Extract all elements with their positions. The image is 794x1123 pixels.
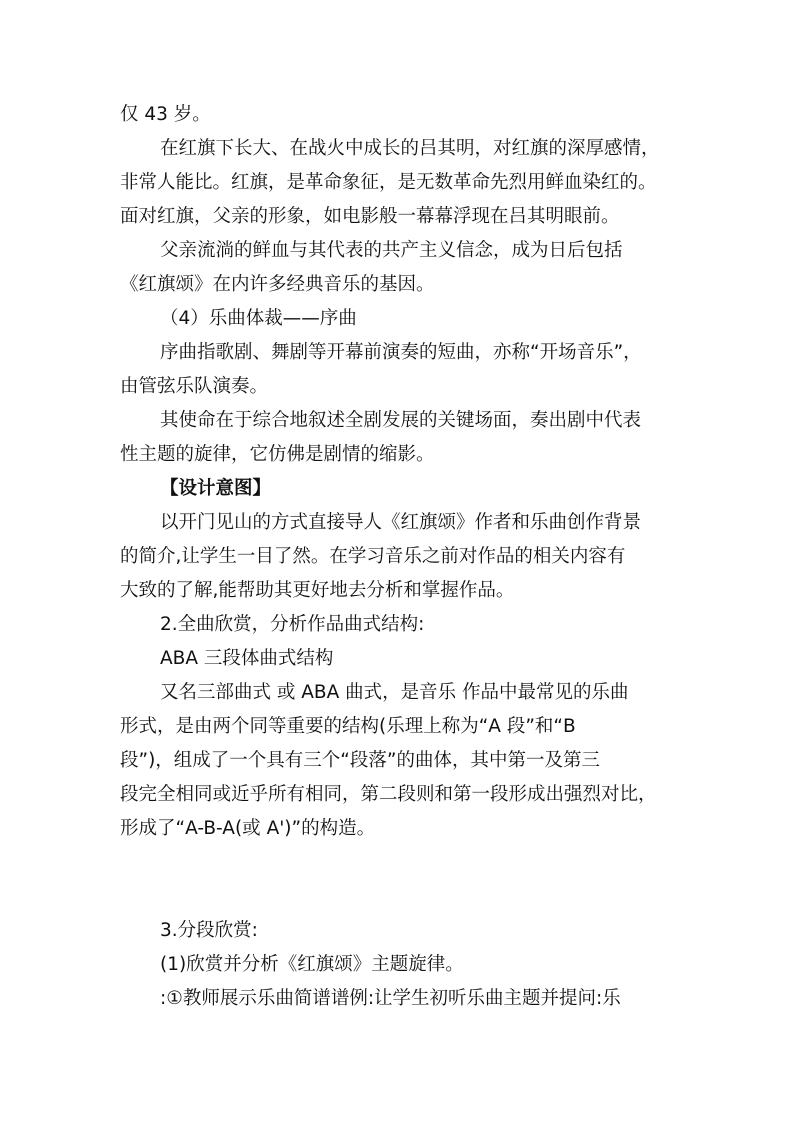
text-line: 面对红旗，父亲的形象，如电影般一幕幕浮现在吕其明眼前。	[120, 206, 620, 227]
text-line: 形成了“A-B-A(或 A')”的构造。	[120, 818, 376, 839]
text-line: 其使命在于综合地叙述全剧发展的关键场面，奏出剧中代表	[160, 410, 642, 431]
text-line: 形式，是由两个同等重要的结构(乐理上称为“A 段”和“B	[120, 716, 576, 737]
text-line: 序曲指歌剧、舞剧等开幕前演奏的短曲，亦称“开场音乐”，	[160, 342, 642, 363]
text-line: 以开门见山的方式直接导人《红旗颂》作者和乐曲创作背景	[160, 512, 642, 533]
text-line: 性主题的旋律，它仿佛是剧情的缩影。	[120, 444, 435, 465]
design-intent-heading: 【设计意图】	[160, 478, 272, 499]
text-line: 又名三部曲式 或 ABA 曲式，是音乐 作品中最常见的乐曲	[160, 682, 629, 703]
text-line: 段”)，组成了一个具有三个“段落”的曲体，其中第一及第三	[120, 750, 600, 771]
subsection-heading: ABA 三段体曲式结构	[160, 648, 334, 669]
text-line: (1)欣赏并分析《红旗颂》主题旋律。	[160, 954, 464, 975]
text-line: 非常人能比。红旗，是革命象征，是无数革命先烈用鲜血染红的。	[120, 172, 657, 193]
section-heading: 2.全曲欣赏，分析作品曲式结构:	[160, 614, 425, 635]
text-line: 大致的了解,能帮助其更好地去分析和掌握作品。	[120, 580, 515, 601]
text-line: 段完全相同或近乎所有相同，第二段则和第一段形成出强烈对比，	[120, 784, 657, 805]
text-line: 仅 43 岁。	[120, 104, 211, 125]
section-heading: （4）乐曲体裁——序曲	[160, 308, 357, 329]
section-heading: 3.分段欣赏:	[160, 920, 258, 941]
text-line: 《红旗颂》在内许多经典音乐的基因。	[120, 274, 435, 295]
text-line: 父亲流淌的鲜血与其代表的共产主义信念，成为日后包括	[160, 240, 623, 261]
text-line: 由管弦乐队演奏。	[120, 376, 269, 397]
text-line: :①教师展示乐曲简谱谱例:让学生初听乐曲主题并提问:乐	[160, 988, 621, 1009]
text-line: 的简介,让学生一目了然。在学习音乐之前对作品的相关内容有	[120, 546, 626, 567]
text-line: 在红旗下长大、在战火中成长的吕其明，对红旗的深厚感情，	[160, 138, 660, 159]
